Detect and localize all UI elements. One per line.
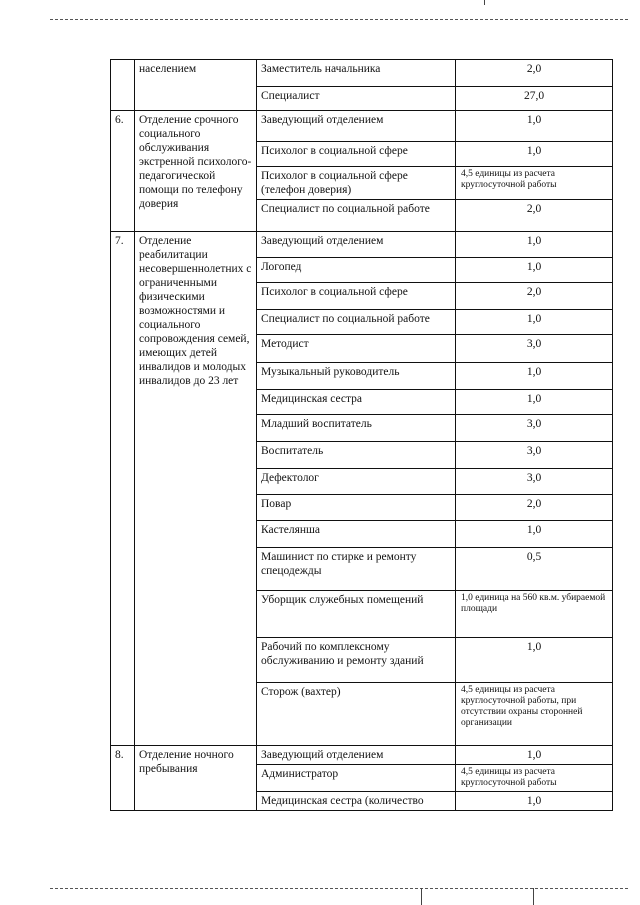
section-number bbox=[111, 60, 135, 111]
staff-units: 1,0 bbox=[456, 258, 613, 283]
staff-units: 1,0 bbox=[456, 363, 613, 390]
position-title: Медицинская сестра bbox=[257, 390, 456, 415]
staff-units: 0,5 bbox=[456, 548, 613, 591]
position-title: Заведующий отделением bbox=[257, 746, 456, 765]
staff-units: 3,0 bbox=[456, 442, 613, 469]
table-row bbox=[111, 111, 613, 142]
position-title: Машинист по стирке и ремонту спецодежды bbox=[257, 548, 456, 591]
position-title: Музыкальный руководитель bbox=[257, 363, 456, 390]
position-title: Кастелянша bbox=[257, 521, 456, 548]
position-title: Рабочий по комплексному обслуживанию и ремонту зданий bbox=[257, 638, 456, 683]
staff-units: 1,0 bbox=[456, 638, 613, 683]
position-title: Дефектолог bbox=[257, 469, 456, 495]
table-row bbox=[111, 60, 613, 87]
section-number: 6. bbox=[111, 111, 135, 232]
staff-units: 27,0 bbox=[456, 87, 613, 111]
position-title: Логопед bbox=[257, 258, 456, 283]
staff-units: 4,5 единицы из расчета круглосуточной работы, при отсутствии охраны сторонней организации bbox=[456, 683, 613, 746]
staff-units: 1,0 bbox=[456, 232, 613, 258]
staff-units: 2,0 bbox=[456, 60, 613, 87]
section-number: 8. bbox=[111, 746, 135, 811]
position-title: Заведующий отделением bbox=[257, 232, 456, 258]
staff-units: 4,5 единицы из расчета круглосуточной работы bbox=[456, 765, 613, 792]
scan-edge-bottom bbox=[50, 888, 628, 889]
scan-mark-bottom-1 bbox=[421, 888, 422, 905]
table-row bbox=[111, 746, 613, 765]
table-row bbox=[111, 232, 613, 258]
position-title: Специалист по социальной работе bbox=[257, 200, 456, 232]
department-name: Отделение срочного социального обслуживания экстренной психолого-педагогической помощи по телефону доверия bbox=[135, 111, 257, 232]
position-title: Психолог в социальной сфере bbox=[257, 142, 456, 167]
position-title: Администратор bbox=[257, 765, 456, 792]
position-title: Психолог в социальной сфере bbox=[257, 283, 456, 310]
position-title: Специалист bbox=[257, 87, 456, 111]
scan-mark-bottom-2 bbox=[533, 888, 534, 905]
staff-units: 1,0 bbox=[456, 746, 613, 765]
section-number: 7. bbox=[111, 232, 135, 746]
staff-units: 1,0 bbox=[456, 111, 613, 142]
staff-units: 1,0 bbox=[456, 390, 613, 415]
staff-units: 1,0 bbox=[456, 521, 613, 548]
staff-units: 2,0 bbox=[456, 283, 613, 310]
position-title: Психолог в социальной сфере (телефон доверия) bbox=[257, 167, 456, 200]
staff-units: 3,0 bbox=[456, 335, 613, 363]
staffing-table bbox=[110, 59, 613, 811]
position-title: Младший воспитатель bbox=[257, 415, 456, 442]
staff-units: 4,5 единицы из расчета круглосуточной работы bbox=[456, 167, 613, 200]
staff-units: 3,0 bbox=[456, 469, 613, 495]
department-name: Отделение реабилитации несовершеннолетних с ограниченными физическими возможностями и социального сопровождения семей, имеющих детей инвалидов и молодых инвалидов до 23 лет bbox=[135, 232, 257, 746]
position-title: Воспитатель bbox=[257, 442, 456, 469]
staff-units: 2,0 bbox=[456, 200, 613, 232]
position-title: Специалист по социальной работе bbox=[257, 310, 456, 335]
staff-units: 3,0 bbox=[456, 415, 613, 442]
department-name: Отделение ночного пребывания bbox=[135, 746, 257, 811]
position-title: Медицинская сестра (количество bbox=[257, 792, 456, 811]
position-title: Заместитель начальника bbox=[257, 60, 456, 87]
staff-units: 1,0 единица на 560 кв.м. убираемой площади bbox=[456, 591, 613, 638]
scan-mark-top bbox=[484, 0, 485, 5]
department-name: населением bbox=[135, 60, 257, 111]
staff-units: 2,0 bbox=[456, 495, 613, 521]
position-title: Заведующий отделением bbox=[257, 111, 456, 142]
staff-units: 1,0 bbox=[456, 142, 613, 167]
position-title: Методист bbox=[257, 335, 456, 363]
staff-units: 1,0 bbox=[456, 792, 613, 811]
position-title: Сторож (вахтер) bbox=[257, 683, 456, 746]
scan-edge-top bbox=[50, 19, 628, 20]
staff-units: 1,0 bbox=[456, 310, 613, 335]
position-title: Повар bbox=[257, 495, 456, 521]
position-title: Уборщик служебных помещений bbox=[257, 591, 456, 638]
